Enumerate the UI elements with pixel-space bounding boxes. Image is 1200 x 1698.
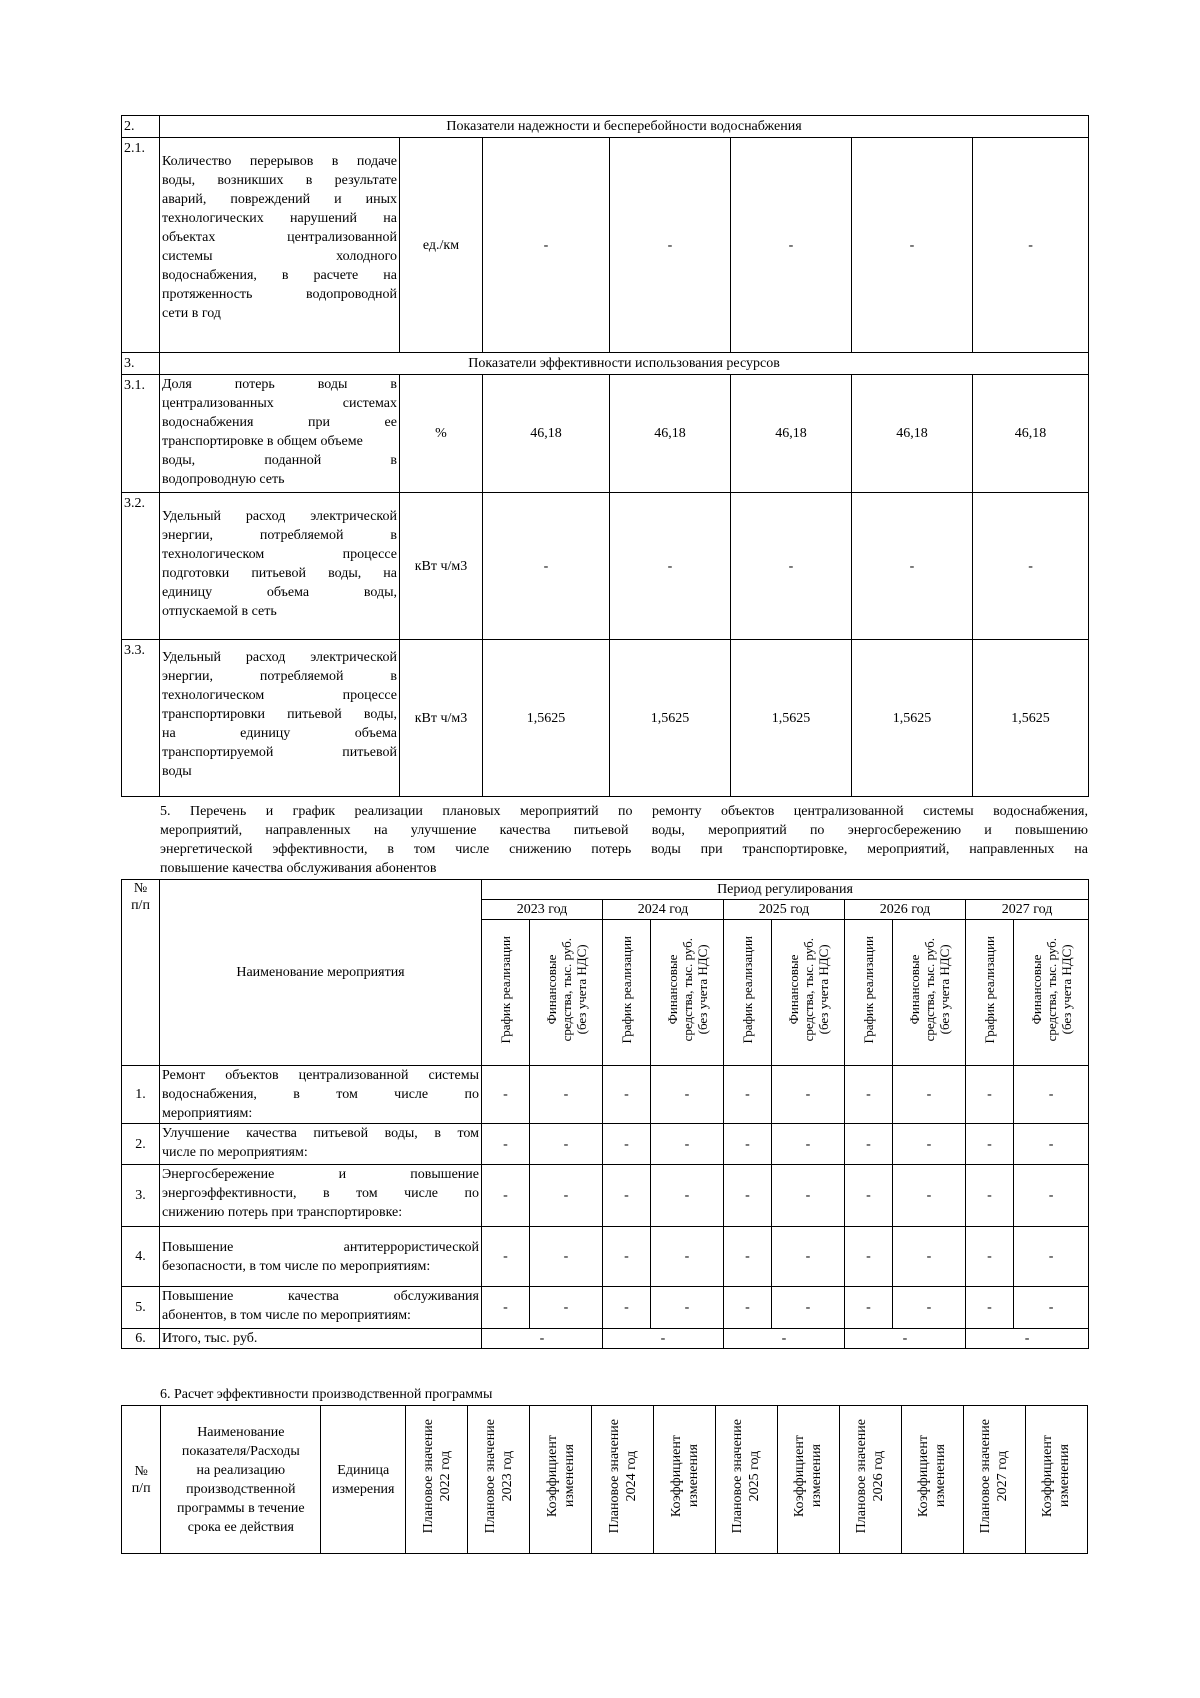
indicator-name: Количество перерывов в подаче воды, возникших в результате аварий, повреждений и иных технологических нарушений на объектах централизованной системы холодного водоснабжения, в расчете на протяженность водопроводной сети в год <box>160 138 400 353</box>
total-row <box>122 1329 1089 1349</box>
value-cell: 1,5625 <box>852 640 973 797</box>
value-cell: - <box>530 1287 603 1329</box>
finance-header: Финансовые средства, тыс. руб. (без учета НДС) <box>543 937 589 1042</box>
plan-2022-header: Плановое значение 2022 год <box>420 1419 453 1534</box>
value-cell: - <box>893 1124 966 1165</box>
unit-cell: кВт ч/м3 <box>400 640 483 797</box>
value-cell: - <box>893 1287 966 1329</box>
measure-name: Ремонт объектов централизованной системы водоснабжения, в том числе по мероприятиям: <box>160 1066 482 1124</box>
value-cell: - <box>845 1165 893 1227</box>
value-cell: - <box>482 1227 530 1287</box>
year-header: 2023 год <box>482 900 603 920</box>
value-cell: 1,5625 <box>610 640 731 797</box>
table-row <box>122 1287 1089 1329</box>
value-cell: - <box>651 1124 724 1165</box>
value-cell: - <box>893 1165 966 1227</box>
value-cell: - <box>772 1287 845 1329</box>
value-cell: - <box>973 138 1089 353</box>
value-cell: - <box>893 1066 966 1124</box>
row-number: 3.3. <box>122 640 160 797</box>
value-cell: - <box>724 1165 772 1227</box>
total-value: - <box>603 1329 724 1349</box>
section-title: Показатели эффективности использования ресурсов <box>160 353 1089 375</box>
row-number: 6. <box>122 1329 160 1349</box>
plan-2024-header: Плановое значение 2024 год <box>606 1419 639 1534</box>
total-value: - <box>482 1329 603 1349</box>
value-cell: - <box>482 1124 530 1165</box>
row-number: 4. <box>122 1227 160 1287</box>
value-cell: - <box>651 1287 724 1329</box>
value-cell: - <box>651 1227 724 1287</box>
value-cell: - <box>1014 1066 1089 1124</box>
table-row <box>122 640 1089 797</box>
value-cell: 1,5625 <box>483 640 610 797</box>
value-cell: 46,18 <box>852 375 973 493</box>
finance-header: Финансовые средства, тыс. руб. (без учета НДС) <box>785 937 831 1042</box>
value-cell: - <box>966 1124 1014 1165</box>
col-num-header: № п/п <box>122 880 160 1066</box>
section-title: Показатели надежности и бесперебойности водоснабжения <box>160 116 1089 138</box>
value-cell: - <box>530 1227 603 1287</box>
total-value: - <box>724 1329 845 1349</box>
value-cell: - <box>603 1124 651 1165</box>
year-header: 2027 год <box>966 900 1089 920</box>
schedule-header: График реализации <box>740 935 755 1044</box>
value-cell: - <box>530 1066 603 1124</box>
finance-header: Финансовые средства, тыс. руб. (без учета НДС) <box>1028 937 1074 1042</box>
year-header: 2024 год <box>603 900 724 920</box>
section-number: 2. <box>122 116 160 138</box>
section-number: 3. <box>122 353 160 375</box>
value-cell: - <box>530 1165 603 1227</box>
row-number: 3. <box>122 1165 160 1227</box>
value-cell: - <box>482 1066 530 1124</box>
indicator-name: Удельный расход электрической энергии, потребляемой в технологическом процессе транспортировки питьевой воды, на единицу объема транспортируемой питьевой воды <box>160 640 400 797</box>
table-row <box>122 1165 1089 1227</box>
value-cell: - <box>610 138 731 353</box>
value-cell: - <box>610 493 731 640</box>
table-row <box>122 1066 1089 1124</box>
schedule-header: График реализации <box>861 935 876 1044</box>
coef-header: Коэффициент изменения <box>668 1435 701 1518</box>
value-cell: - <box>973 493 1089 640</box>
value-cell: - <box>893 1227 966 1287</box>
unit-cell: % <box>400 375 483 493</box>
efficiency-table <box>121 1405 1088 1554</box>
unit-cell: ед./км <box>400 138 483 353</box>
table-row <box>122 138 1089 353</box>
value-cell: - <box>772 1227 845 1287</box>
schedule-header: График реализации <box>982 935 997 1044</box>
value-cell: - <box>603 1287 651 1329</box>
value-cell: - <box>603 1165 651 1227</box>
value-cell: - <box>731 493 852 640</box>
row-number: 3.1. <box>122 375 160 493</box>
value-cell: - <box>852 138 973 353</box>
value-cell: 46,18 <box>731 375 852 493</box>
value-cell: - <box>845 1227 893 1287</box>
value-cell: 46,18 <box>610 375 731 493</box>
value-cell: - <box>966 1066 1014 1124</box>
measure-name: Улучшение качества питьевой воды, в том числе по мероприятиям: <box>160 1124 482 1165</box>
value-cell: - <box>651 1066 724 1124</box>
coef-header: Коэффициент изменения <box>544 1435 577 1518</box>
value-cell: 46,18 <box>973 375 1089 493</box>
value-cell: - <box>772 1124 845 1165</box>
value-cell: - <box>724 1287 772 1329</box>
coef-header: Коэффициент изменения <box>792 1435 825 1518</box>
measure-name: Энергосбережение и повышение энергоэффективности, в том числе по снижению потерь при транспортировке: <box>160 1165 482 1227</box>
value-cell: 46,18 <box>483 375 610 493</box>
schedule-header: График реализации <box>498 935 513 1044</box>
table-row <box>122 375 1089 493</box>
total-value: - <box>845 1329 966 1349</box>
value-cell: - <box>772 1165 845 1227</box>
value-cell: - <box>724 1227 772 1287</box>
value-cell: - <box>772 1066 845 1124</box>
total-label: Итого, тыс. руб. <box>160 1329 482 1349</box>
value-cell: - <box>651 1165 724 1227</box>
table-row <box>122 493 1089 640</box>
value-cell: - <box>1014 1227 1089 1287</box>
row-number: 2.1. <box>122 138 160 353</box>
plan-2027-header: Плановое значение 2027 год <box>978 1419 1011 1534</box>
value-cell: - <box>482 1165 530 1227</box>
finance-header: Финансовые средства, тыс. руб. (без учета НДС) <box>664 937 710 1042</box>
row-number: 3.2. <box>122 493 160 640</box>
schedule-header: График реализации <box>619 935 634 1044</box>
col-name-header: Наименование мероприятия <box>160 880 482 1066</box>
measures-table <box>121 879 1089 1349</box>
value-cell: - <box>1014 1124 1089 1165</box>
unit-cell: кВт ч/м3 <box>400 493 483 640</box>
value-cell: - <box>724 1124 772 1165</box>
coef-header: Коэффициент изменения <box>916 1435 949 1518</box>
plan-2026-header: Плановое значение 2026 год <box>854 1419 887 1534</box>
measure-name: Повышение качества обслуживания абонентов, в том числе по мероприятиям: <box>160 1287 482 1329</box>
value-cell: - <box>724 1066 772 1124</box>
indicator-name: Удельный расход электрической энергии, потребляемой в технологическом процессе подготовки питьевой воды, на единицу объема воды, отпускаемой в сеть <box>160 493 400 640</box>
indicators-table <box>121 115 1089 797</box>
measure-name: Повышение антитеррористической безопасности, в том числе по мероприятиям: <box>160 1227 482 1287</box>
value-cell: - <box>603 1227 651 1287</box>
value-cell: 1,5625 <box>731 640 852 797</box>
plan-2023-header: Плановое значение 2023 год <box>482 1419 515 1534</box>
value-cell: - <box>966 1165 1014 1227</box>
section5-heading: 5. Перечень и график реализации плановых мероприятий по ремонту объектов централизованной системы водоснабжения, мероприятий, направленных на улучшение качества питьевой воды, мероприятий по энергосбережению и повышению энергетической эффективности, в том числе снижению потерь воды при транспортировке, мероприятий, направленных на повышение качества обслуживания абонентов <box>160 804 1088 876</box>
value-cell: - <box>966 1287 1014 1329</box>
period-header: Период регулирования <box>482 880 1089 900</box>
col-name-header: Наименование показателя/Расходы на реализацию производственной программы в течение срока ее действия <box>161 1406 321 1554</box>
section6-heading: 6. Расчет эффективности производственной программы <box>160 1387 493 1402</box>
value-cell: - <box>845 1124 893 1165</box>
value-cell: - <box>482 1287 530 1329</box>
coef-header: Коэффициент изменения <box>1040 1435 1073 1518</box>
table-row <box>122 1227 1089 1287</box>
value-cell: - <box>1014 1287 1089 1329</box>
row-number: 1. <box>122 1066 160 1124</box>
value-cell: - <box>483 138 610 353</box>
value-cell: 1,5625 <box>973 640 1089 797</box>
value-cell: - <box>966 1227 1014 1287</box>
value-cell: - <box>603 1066 651 1124</box>
value-cell: - <box>852 493 973 640</box>
total-value: - <box>966 1329 1089 1349</box>
value-cell: - <box>845 1287 893 1329</box>
col-unit-header: Единица измерения <box>321 1406 406 1554</box>
value-cell: - <box>845 1066 893 1124</box>
value-cell: - <box>1014 1165 1089 1227</box>
value-cell: - <box>530 1124 603 1165</box>
finance-header: Финансовые средства, тыс. руб. (без учета НДС) <box>906 937 952 1042</box>
year-header: 2025 год <box>724 900 845 920</box>
row-number: 2. <box>122 1124 160 1165</box>
year-header: 2026 год <box>845 900 966 920</box>
table-row <box>122 1124 1089 1165</box>
value-cell: - <box>483 493 610 640</box>
value-cell: - <box>731 138 852 353</box>
col-num-header: № п/п <box>122 1406 161 1554</box>
indicator-name: Доля потерь воды в централизованных системах водоснабжения при ее транспортировке в общем объеме воды, поданной в водопроводную сеть <box>160 375 400 493</box>
plan-2025-header: Плановое значение 2025 год <box>730 1419 763 1534</box>
row-number: 5. <box>122 1287 160 1329</box>
